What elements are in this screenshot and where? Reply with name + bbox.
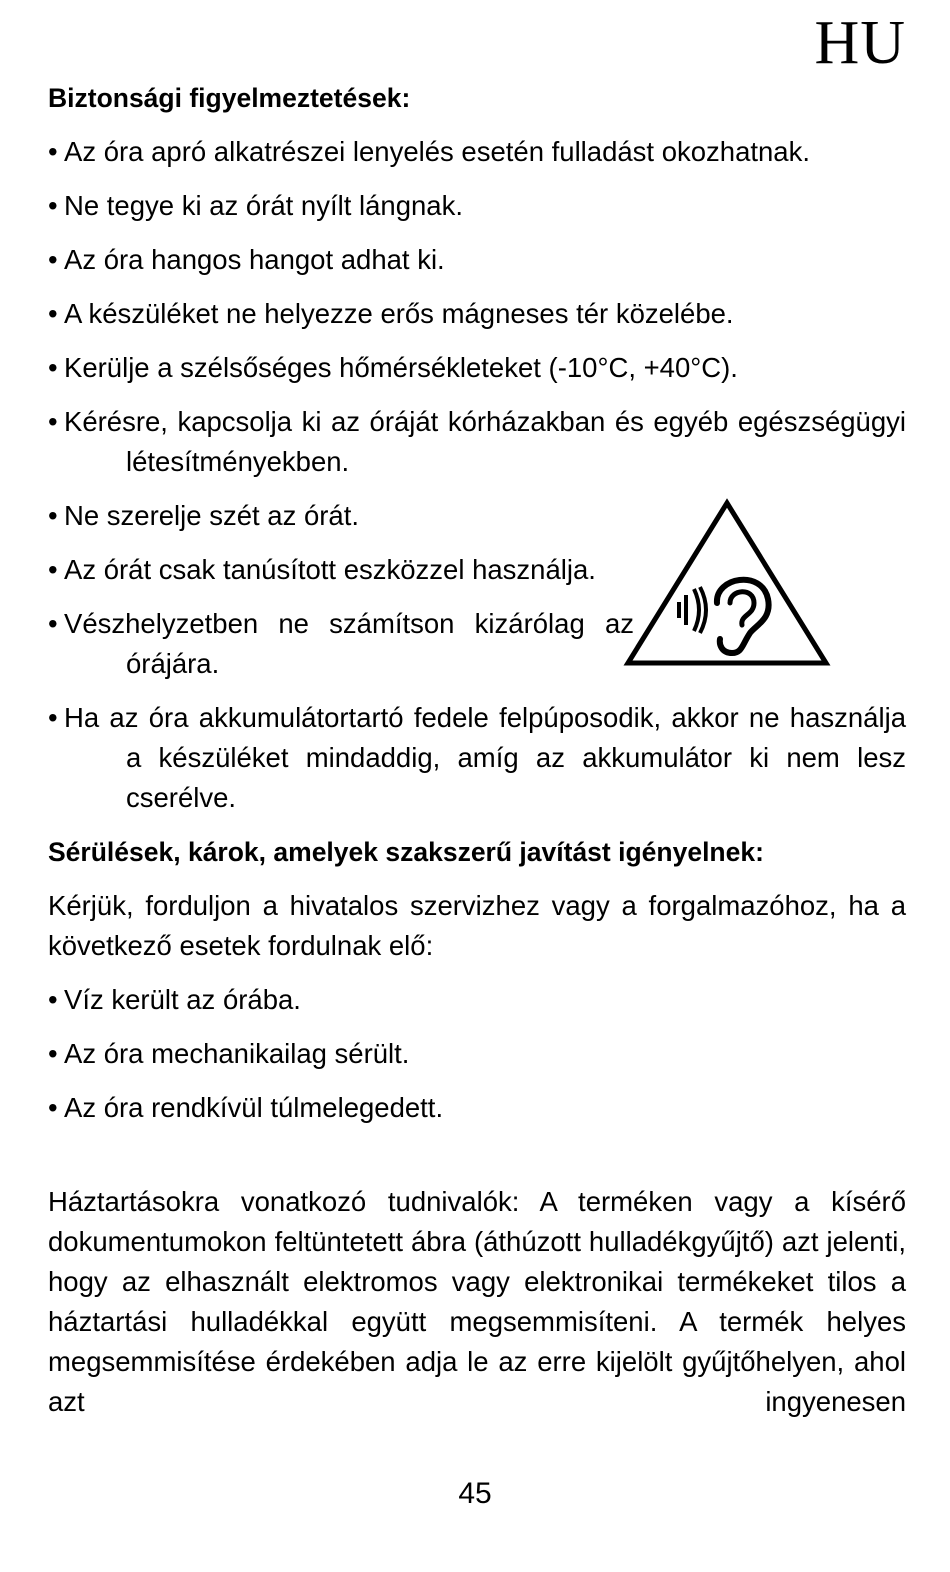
bullet-icon: • [48, 1038, 58, 1069]
page-content [48, 78, 906, 1422]
bullet-icon: • [48, 500, 58, 531]
damage-item [48, 980, 906, 1020]
safety-item [48, 604, 634, 684]
section-gap [48, 1142, 906, 1182]
safety-item-text: Ne tegye ki az órát nyílt lángnak. [64, 190, 463, 221]
safety-item-text: A készüléket ne helyezze erős mágneses tér közelébe. [64, 298, 734, 329]
damage-intro: Kérjük, forduljon a hivatalos szervizhez vagy a forgalmazóhoz, ha a következő esetek fordulnak elő: [48, 890, 906, 961]
bullet-icon: • [48, 406, 58, 437]
safety-item-text: Az órát csak tanúsított eszközzel használja. [64, 554, 596, 585]
bullet-icon: • [48, 702, 58, 733]
bullet-icon: • [48, 1092, 58, 1123]
safety-item [48, 550, 634, 590]
bullet-icon: • [48, 190, 58, 221]
safety-item-text: Kerülje a szélsőséges hőmérsékleteket (-10°C, +40°C). [64, 352, 738, 383]
bullet-icon: • [48, 352, 58, 383]
household-paragraph: Háztartásokra vonatkozó tudnivalók: A terméken vagy a kísérő dokumentumokon feltüntetett ábra (áthúzott hulladékgyűjtő) azt jelenti, hogy az elhasznált elektromos vagy elektronikai termékeket tilos a háztartási hulladékkal együtt megsemmisíteni. A termék helyes megsemmisítése érdekében adja le az erre kijelölt gyűjtőhelyen, ahol azt ingyenesen [48, 1186, 906, 1417]
damage-item-text: Az óra mechanikailag sérült. [64, 1038, 410, 1069]
damage-heading: Sérülések, károk, amelyek szakszerű javítást igényelnek: [48, 837, 764, 867]
damage-item [48, 1034, 906, 1074]
safety-item [48, 348, 906, 388]
bullet-icon: • [48, 136, 58, 167]
language-code: HU [814, 9, 906, 77]
safety-item [48, 402, 906, 482]
bullet-icon: • [48, 608, 58, 639]
safety-item [48, 294, 906, 334]
safety-heading: Biztonsági figyelmeztetések: [48, 83, 411, 113]
safety-item-text: Ha az óra akkumulátortartó fedele felpúposodik, akkor ne használja a készüléket mindaddig, amíg az akkumulátor ki nem lesz cserélve. [64, 702, 906, 813]
safety-item-text: Ne szerelje szét az órát. [64, 500, 359, 531]
safety-item-text: Az óra apró alkatrészei lenyelés esetén fulladást okozhatnak. [64, 136, 810, 167]
bullet-icon: • [48, 984, 58, 1015]
safety-item-text: Vészhelyzetben ne számítson kizárólag az órájára. [64, 608, 634, 679]
loud-sound-ear-warning-icon [622, 495, 832, 670]
bullet-icon: • [48, 554, 58, 585]
safety-item [48, 186, 906, 226]
safety-item [48, 132, 906, 172]
page-number: 45 [458, 1477, 492, 1510]
bullet-icon: • [48, 244, 58, 275]
safety-item [48, 240, 906, 280]
damage-item-text: Az óra rendkívül túlmelegedett. [64, 1092, 444, 1123]
warning-triangle-icon [622, 495, 832, 670]
damage-item [48, 1088, 906, 1128]
safety-item-text: Az óra hangos hangot adhat ki. [64, 244, 445, 275]
bullet-icon: • [48, 298, 58, 329]
safety-item [48, 698, 906, 818]
safety-item-text: Kérésre, kapcsolja ki az óráját kórházakban és egyéb egészségügyi létesítményekben. [64, 406, 906, 477]
damage-item-text: Víz került az órába. [64, 984, 301, 1015]
